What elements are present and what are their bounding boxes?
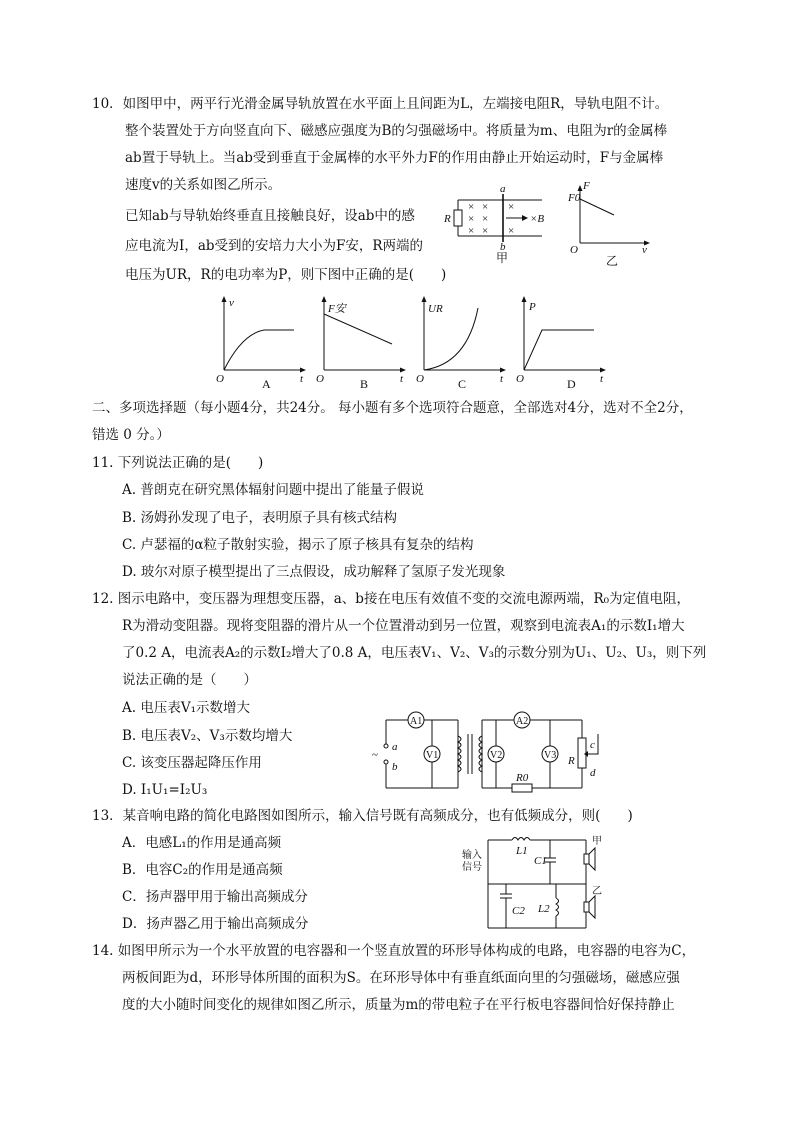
q13-option-a: A．电感L₁的作用是通高频 bbox=[122, 835, 282, 851]
q12-option-b: B. 电压表V₂、V₃示数均增大 bbox=[122, 728, 293, 744]
q11-stem: 11. 下列说法正确的是( ) bbox=[92, 455, 264, 471]
q10-line5: 已知ab与导轨始终垂直且接触良好，设ab中的感 bbox=[125, 208, 415, 224]
resistor-R bbox=[454, 210, 462, 226]
q11-option-a: A. 普朗克在研究黑体辐射问题中提出了能量子假说 bbox=[122, 482, 424, 498]
svg-text:信号: 信号 bbox=[462, 862, 482, 873]
section2-heading: 二、多项选择题（每小题4分，共24分。 每小题有多个选项符合题意，全部选对4分，选对不全2分， bbox=[92, 400, 693, 416]
q13-option-d: D．扬声器乙用于输出高频成分 bbox=[122, 916, 309, 932]
q13-option-c: C．扬声器甲用于输出高频成分 bbox=[122, 889, 308, 905]
q12-line3: 了0.2 A，电流表A₂的示数I₂增大了0.8 A，电压表V₁、V₂、V₃的示数分别为U₁、U₂、U₃，则下列 bbox=[122, 645, 707, 661]
q12-line1: 12. 图示电路中，变压器为理想变压器，a、b接在电压有效值不变的交流电源两端，R₀为定值电阻， bbox=[92, 591, 691, 607]
svg-text:a: a bbox=[500, 183, 506, 195]
q10-line4: 速度v的关系如图乙所示。 bbox=[125, 177, 282, 193]
svg-text:A: A bbox=[262, 377, 271, 391]
svg-text:×: × bbox=[508, 201, 515, 213]
svg-text:D: D bbox=[567, 377, 576, 391]
svg-text:~: ~ bbox=[372, 749, 378, 761]
q10-figure-jia bbox=[444, 183, 560, 265]
svg-text:v: v bbox=[229, 297, 234, 309]
svg-text:×: × bbox=[468, 201, 475, 213]
q12-option-d: D. I₁U₁=I₂U₃ bbox=[122, 782, 208, 798]
q13-stem: 13．某音响电路的简化电路图如图所示，输入信号既有高频成分，也有低频成分，则( ) bbox=[92, 808, 633, 824]
svg-text:R: R bbox=[444, 213, 451, 225]
q14-line2: 两板间距为d，环形导体所围的面积为S。在环形导体中有垂直纸面向里的匀强磁场，磁感应强 bbox=[122, 970, 680, 986]
q10-line1: 10．如图甲中，两平行光滑金属导轨放置在水平面上且间距为L，左端接电阻R，导轨电阻不计。 bbox=[92, 96, 669, 112]
q12-circuit bbox=[372, 708, 612, 800]
svg-text:V3: V3 bbox=[544, 750, 557, 761]
svg-text:C1: C1 bbox=[534, 855, 547, 867]
svg-text:a: a bbox=[392, 741, 398, 753]
svg-text:L1: L1 bbox=[516, 845, 528, 857]
q10-figure-yi bbox=[568, 180, 650, 268]
resistor-r0 bbox=[512, 784, 532, 792]
svg-text:×: × bbox=[482, 225, 489, 237]
svg-text:A2: A2 bbox=[516, 716, 529, 727]
q10-line7: 电压为UR，R的电功率为P，则下图中正确的是( ) bbox=[125, 267, 447, 283]
svg-text:R0: R0 bbox=[516, 772, 529, 784]
inductor-l1 bbox=[512, 838, 530, 841]
q12-line4: 说法正确的是（ ） bbox=[122, 672, 257, 688]
rheostat-r bbox=[578, 738, 586, 768]
svg-text:乙: 乙 bbox=[592, 886, 602, 897]
q12-option-c: C. 该变压器起降压作用 bbox=[122, 755, 262, 771]
svg-text:乙: 乙 bbox=[606, 254, 619, 268]
speaker-yi bbox=[589, 896, 595, 918]
svg-text:v: v bbox=[642, 244, 647, 256]
svg-text:B: B bbox=[360, 377, 369, 391]
svg-text:L2: L2 bbox=[538, 903, 550, 915]
svg-text:t: t bbox=[400, 373, 404, 385]
svg-text:O: O bbox=[216, 373, 224, 385]
option-graph-c bbox=[416, 296, 506, 391]
svg-text:输入: 输入 bbox=[462, 850, 482, 861]
svg-text:F: F bbox=[583, 180, 590, 192]
q14-line1: 14. 如图甲所示为一个水平放置的电容器和一个竖直放置的环形导体构成的电路，电容器的电容为C， bbox=[92, 943, 696, 959]
svg-text:UR: UR bbox=[428, 303, 443, 315]
option-graph-d bbox=[516, 296, 606, 391]
q10-option-graphs bbox=[212, 296, 612, 390]
q13-option-b: B．电容C₂的作用是通高频 bbox=[122, 862, 283, 878]
svg-text:×: × bbox=[468, 213, 475, 225]
svg-text:d: d bbox=[590, 767, 596, 779]
svg-text:O: O bbox=[316, 373, 324, 385]
svg-text:×: × bbox=[508, 225, 515, 237]
svg-text:×: × bbox=[468, 225, 475, 237]
svg-text:b: b bbox=[500, 241, 506, 253]
q10-line2: 整个装置处于方向竖直向下、磁感应强度为B的匀强磁场中。将质量为m、电阻为r的金属棒 bbox=[125, 123, 668, 139]
svg-text:R: R bbox=[568, 755, 575, 767]
svg-text:×: × bbox=[482, 213, 489, 225]
svg-text:O: O bbox=[570, 244, 578, 256]
q11-option-d: D. 玻尔对原子模型提出了三点假设，成功解释了氢原子发光现象 bbox=[122, 564, 506, 580]
section2-heading-cont: 错选 0 分。） bbox=[92, 427, 170, 443]
svg-text:b: b bbox=[392, 761, 398, 773]
speaker-jia bbox=[589, 848, 595, 870]
option-graph-a bbox=[216, 296, 306, 391]
svg-text:C: C bbox=[458, 377, 467, 391]
svg-text:P: P bbox=[529, 301, 536, 313]
q13-circuit bbox=[460, 832, 610, 932]
inductor-l2 bbox=[556, 898, 559, 916]
svg-text:A1: A1 bbox=[410, 716, 423, 727]
svg-text:t: t bbox=[300, 373, 304, 385]
svg-text:×: × bbox=[482, 201, 489, 213]
svg-text:C2: C2 bbox=[512, 905, 525, 917]
svg-text:×B: ×B bbox=[530, 213, 545, 225]
option-graph-b bbox=[316, 296, 406, 391]
q11-option-c: C. 卢瑟福的α粒子散射实验，揭示了原子核具有复杂的结构 bbox=[122, 537, 474, 553]
svg-text:t: t bbox=[600, 373, 604, 385]
q10-line3: ab置于导轨上。当ab受到垂直于金属棒的水平外力F的作用由静止开始运动时，F与金属棒 bbox=[125, 150, 664, 166]
svg-text:甲: 甲 bbox=[592, 836, 602, 847]
svg-text:c: c bbox=[590, 739, 595, 751]
q12-option-a: A. 电压表V₁示数增大 bbox=[122, 700, 250, 716]
svg-text:V2: V2 bbox=[490, 750, 503, 761]
svg-text:甲: 甲 bbox=[496, 251, 509, 265]
svg-text:O: O bbox=[516, 373, 524, 385]
q11-option-b: B. 汤姆孙发现了电子，表明原子具有核式结构 bbox=[122, 510, 398, 526]
svg-text:F0: F0 bbox=[568, 192, 581, 204]
q14-line3: 度的大小随时间变化的规律如图乙所示，质量为m的带电粒子在平行板电容器间恰好保持静止 bbox=[122, 997, 675, 1013]
svg-text:V1: V1 bbox=[426, 750, 439, 761]
q12-line2: R为滑动变阻器。现将变阻器的滑片从一个位置滑动到另一位置，观察到电流表A₁的示数I₁增大 bbox=[122, 618, 685, 634]
svg-text:t: t bbox=[500, 373, 504, 385]
q10-line6: 应电流为I，ab受到的安培力大小为F安，R两端的 bbox=[125, 238, 424, 254]
svg-text:F安: F安 bbox=[328, 303, 346, 315]
svg-text:O: O bbox=[416, 373, 424, 385]
